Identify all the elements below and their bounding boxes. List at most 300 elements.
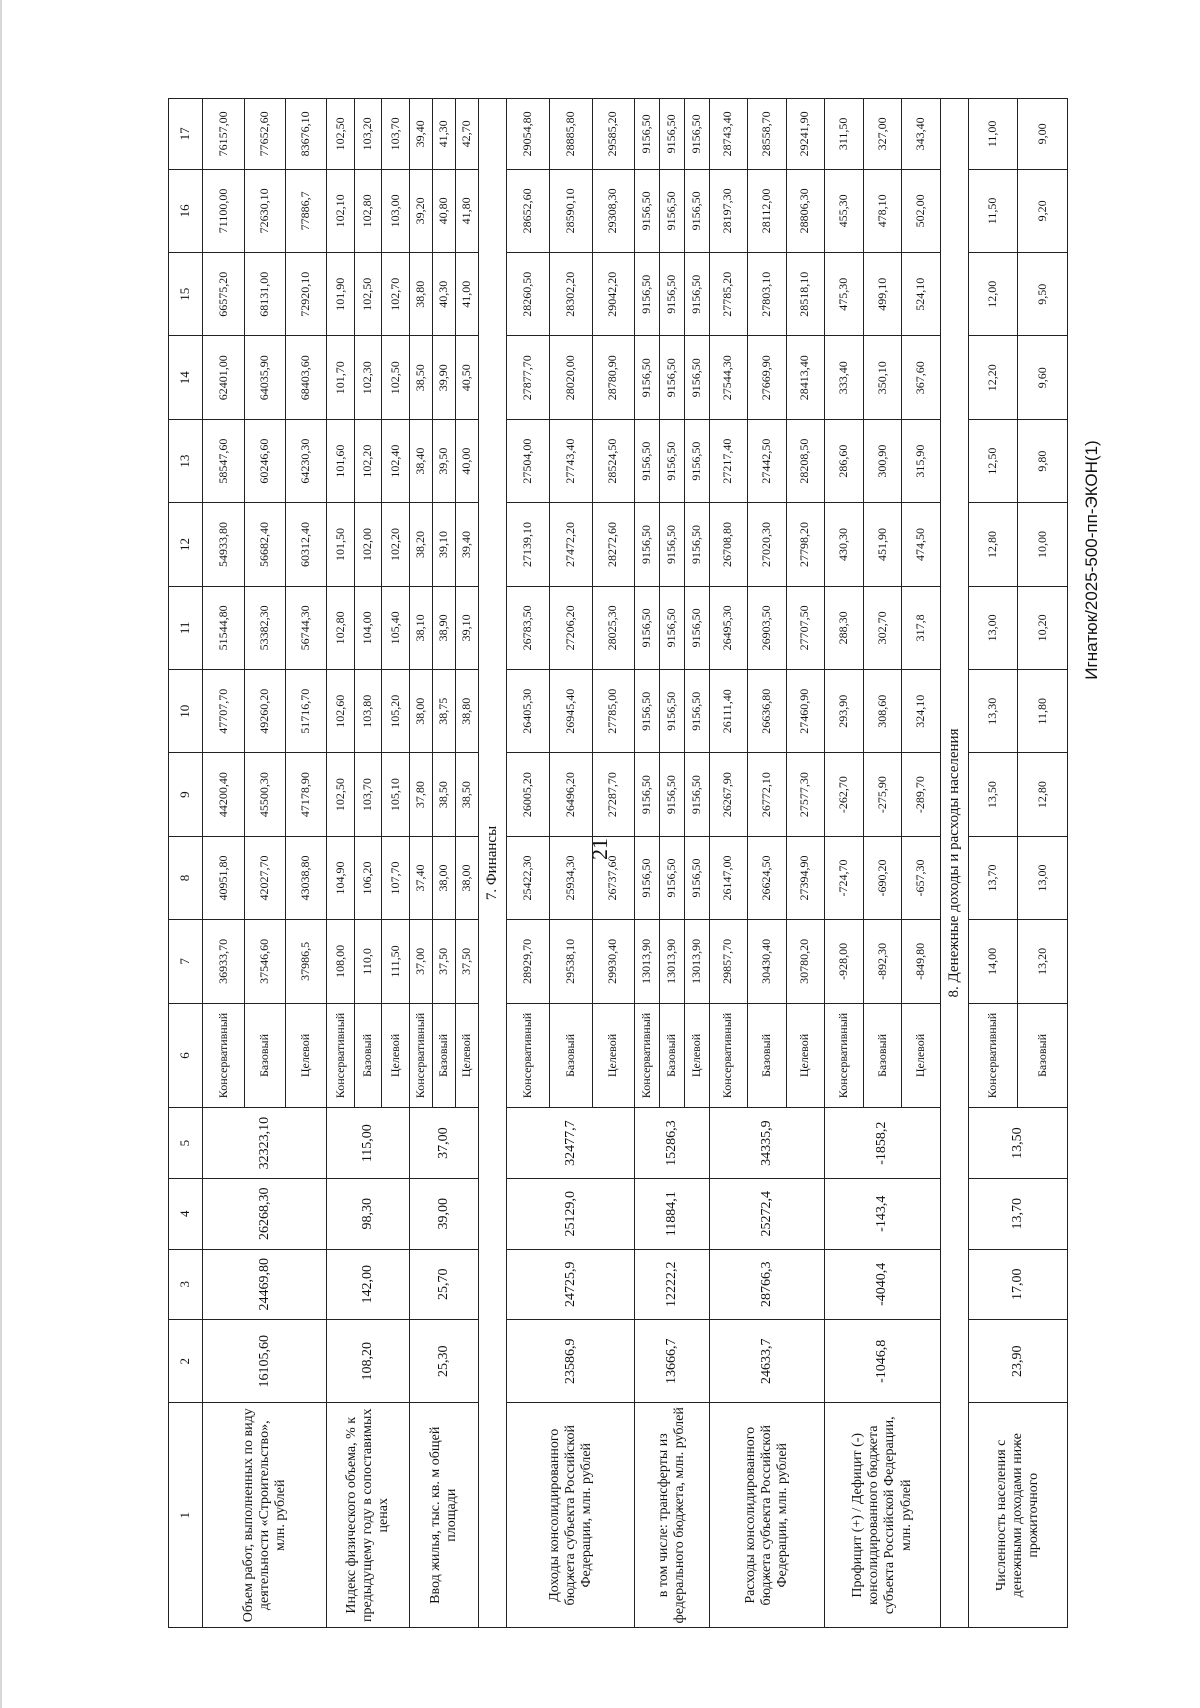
value-cell: 76157,00	[203, 99, 244, 170]
value-cell: 102,20	[354, 419, 382, 502]
value-cell: 28558,70	[748, 99, 787, 170]
table-row	[409, 99, 432, 1628]
value-cell: 108,00	[327, 920, 355, 1003]
value-cell: 9156,50	[659, 670, 684, 753]
table-row	[203, 99, 244, 1628]
table-row	[825, 99, 864, 1628]
value-cell: 324,10	[902, 670, 941, 753]
value-cell: 37986,5	[286, 920, 327, 1003]
value-cell: 28780,90	[592, 336, 635, 419]
indicator-name: Индекс физического объема, % к предыдущему году в сопоставимых ценах	[327, 1403, 410, 1628]
value-cell: -724,70	[825, 836, 864, 919]
value-cell: -289,70	[902, 753, 941, 836]
value-cell: 38,50	[456, 753, 479, 836]
column-number: 17	[169, 99, 203, 170]
value-cell: 12,20	[968, 336, 1018, 419]
value-cell: 58547,60	[203, 419, 244, 502]
value-cell: 9156,50	[684, 503, 709, 586]
value-cell: 11,50	[968, 169, 1018, 252]
value-cell: 26903,50	[748, 586, 787, 669]
scenario-label: Целевой	[456, 1003, 479, 1108]
value-cell: 38,10	[409, 586, 432, 669]
scenario-label: Базовый	[863, 1003, 902, 1108]
value-cell: 17,00	[968, 1249, 1067, 1320]
value-cell: 9156,50	[684, 753, 709, 836]
scenario-label: Консервативный	[635, 1003, 660, 1108]
value-cell: 102,80	[354, 169, 382, 252]
column-number: 15	[169, 253, 203, 336]
scenario-label: Базовый	[748, 1003, 787, 1108]
value-cell: 315,90	[902, 419, 941, 502]
scenario-label: Консервативный	[709, 1003, 748, 1108]
rotated-table-wrapper	[168, 98, 1068, 1628]
value-cell: 101,50	[327, 503, 355, 586]
value-cell: 110,0	[354, 920, 382, 1003]
value-cell: 26147,00	[709, 836, 748, 919]
value-cell: 51716,70	[286, 670, 327, 753]
scenario-label: Консервативный	[507, 1003, 550, 1108]
column-number: 16	[169, 169, 203, 252]
value-cell: 39,40	[456, 503, 479, 586]
scenario-label: Базовый	[1018, 1003, 1068, 1108]
value-cell: 27504,00	[507, 419, 550, 502]
value-cell: 12,80	[968, 503, 1018, 586]
column-number: 10	[169, 670, 203, 753]
value-cell: 455,30	[825, 169, 864, 252]
value-cell: 26636,80	[748, 670, 787, 753]
value-cell: 25,30	[409, 1320, 478, 1403]
value-cell: 102,40	[382, 419, 410, 502]
value-cell: 27544,30	[709, 336, 748, 419]
value-cell: 40,30	[433, 253, 456, 336]
column-number: 6	[169, 1003, 203, 1108]
value-cell: 115,00	[327, 1108, 410, 1179]
value-cell: 9156,50	[635, 670, 660, 753]
indicator-name: Расходы консолидированного бюджета субъекта Российской Федерации, млн. рублей	[709, 1403, 825, 1628]
value-cell: 39,90	[433, 336, 456, 419]
value-cell: 26624,50	[748, 836, 787, 919]
value-cell: 29241,90	[786, 99, 825, 170]
value-cell: 11,80	[1018, 670, 1068, 753]
section-row	[940, 99, 968, 1628]
value-cell: 286,60	[825, 419, 864, 502]
value-cell: 9,20	[1018, 169, 1068, 252]
column-number: 8	[169, 836, 203, 919]
value-cell: -928,00	[825, 920, 864, 1003]
value-cell: 142,00	[327, 1249, 410, 1320]
value-cell: 41,00	[456, 253, 479, 336]
indicator-name: Профицит (+) / Дефицит (-) консолидированного бюджета субъекта Российской Федерации, млн. рублей	[825, 1403, 941, 1628]
value-cell: 38,20	[409, 503, 432, 586]
value-cell: 27139,10	[507, 503, 550, 586]
value-cell: 102,50	[327, 99, 355, 170]
value-cell: 9,00	[1018, 99, 1068, 170]
value-cell: -657,30	[902, 836, 941, 919]
scenario-label: Целевой	[592, 1003, 635, 1108]
scenario-label: Целевой	[786, 1003, 825, 1108]
value-cell: 27287,70	[592, 753, 635, 836]
value-cell: 28272,60	[592, 503, 635, 586]
value-cell: 105,40	[382, 586, 410, 669]
value-cell: 60246,60	[244, 419, 285, 502]
value-cell: 24725,9	[507, 1249, 635, 1320]
value-cell: 350,10	[863, 336, 902, 419]
value-cell: 27460,90	[786, 670, 825, 753]
value-cell: 12,50	[968, 419, 1018, 502]
value-cell: 327,00	[863, 99, 902, 170]
value-cell: 9156,50	[659, 586, 684, 669]
value-cell: 27707,50	[786, 586, 825, 669]
value-cell: 308,60	[863, 670, 902, 753]
value-cell: 34335,9	[709, 1108, 825, 1179]
value-cell: 499,10	[863, 253, 902, 336]
value-cell: 53382,30	[244, 586, 285, 669]
value-cell: 24469,80	[203, 1249, 327, 1320]
value-cell: 13013,90	[635, 920, 660, 1003]
value-cell: 56682,40	[244, 503, 285, 586]
value-cell: 45500,30	[244, 753, 285, 836]
section-title: 8. Денежные доходы и расходы населения	[940, 99, 968, 1628]
value-cell: 103,70	[354, 753, 382, 836]
value-cell: 26267,90	[709, 753, 748, 836]
value-cell: -275,90	[863, 753, 902, 836]
value-cell: 29930,40	[592, 920, 635, 1003]
column-number: 5	[169, 1108, 203, 1179]
value-cell: 25129,0	[507, 1178, 635, 1249]
scenario-label: Базовый	[433, 1003, 456, 1108]
value-cell: 102,10	[327, 169, 355, 252]
table-row	[507, 99, 550, 1628]
value-cell: 29054,80	[507, 99, 550, 170]
value-cell: 37,00	[409, 920, 432, 1003]
value-cell: -849,80	[902, 920, 941, 1003]
column-number: 3	[169, 1249, 203, 1320]
value-cell: 77652,60	[244, 99, 285, 170]
value-cell: 9156,50	[684, 253, 709, 336]
value-cell: 13013,90	[659, 920, 684, 1003]
value-cell: -1046,8	[825, 1320, 941, 1403]
value-cell: 27472,20	[549, 503, 592, 586]
table-row	[327, 99, 355, 1628]
value-cell: 9156,50	[635, 836, 660, 919]
value-cell: 28020,00	[549, 336, 592, 419]
value-cell: 101,60	[327, 419, 355, 502]
value-cell: 9,50	[1018, 253, 1068, 336]
value-cell: 12,80	[1018, 753, 1068, 836]
value-cell: 502,00	[902, 169, 941, 252]
value-cell: 451,90	[863, 503, 902, 586]
value-cell: 24633,7	[709, 1320, 825, 1403]
value-cell: -690,20	[863, 836, 902, 919]
value-cell: 9156,50	[659, 753, 684, 836]
value-cell: 28413,40	[786, 336, 825, 419]
value-cell: 38,75	[433, 670, 456, 753]
value-cell: 28806,30	[786, 169, 825, 252]
value-cell: 103,70	[382, 99, 410, 170]
value-cell: 288,30	[825, 586, 864, 669]
value-cell: 102,50	[382, 336, 410, 419]
value-cell: 107,70	[382, 836, 410, 919]
value-cell: 27394,90	[786, 836, 825, 919]
value-cell: 26111,40	[709, 670, 748, 753]
value-cell: 38,00	[409, 670, 432, 753]
value-cell: 26772,10	[748, 753, 787, 836]
value-cell: 32323,10	[203, 1108, 327, 1179]
value-cell: 27577,30	[786, 753, 825, 836]
value-cell: 40951,80	[203, 836, 244, 919]
value-cell: 106,20	[354, 836, 382, 919]
value-cell: -262,70	[825, 753, 864, 836]
value-cell: 13,70	[968, 1178, 1067, 1249]
value-cell: 474,50	[902, 503, 941, 586]
value-cell: 9156,50	[659, 99, 684, 170]
value-cell: 30780,20	[786, 920, 825, 1003]
value-cell: 29308,30	[592, 169, 635, 252]
value-cell: 27669,90	[748, 336, 787, 419]
value-cell: 28885,80	[549, 99, 592, 170]
scenario-label: Консервативный	[203, 1003, 244, 1108]
value-cell: 300,90	[863, 419, 902, 502]
value-cell: 293,90	[825, 670, 864, 753]
value-cell: 9156,50	[635, 753, 660, 836]
value-cell: 47707,70	[203, 670, 244, 753]
value-cell: 27798,20	[786, 503, 825, 586]
value-cell: 15286,3	[635, 1108, 709, 1179]
value-cell: 26496,20	[549, 753, 592, 836]
value-cell: 28929,70	[507, 920, 550, 1003]
value-cell: 367,60	[902, 336, 941, 419]
table-row	[709, 99, 748, 1628]
value-cell: 27877,70	[507, 336, 550, 419]
column-number: 11	[169, 586, 203, 669]
value-cell: 39,40	[409, 99, 432, 170]
value-cell: 9156,50	[659, 253, 684, 336]
scenario-label: Базовый	[659, 1003, 684, 1108]
value-cell: 104,00	[354, 586, 382, 669]
value-cell: 311,50	[825, 99, 864, 170]
value-cell: 27206,20	[549, 586, 592, 669]
value-cell: 38,40	[409, 419, 432, 502]
value-cell: 28518,10	[786, 253, 825, 336]
value-cell: 98,30	[327, 1178, 410, 1249]
value-cell: 64230,30	[286, 419, 327, 502]
value-cell: 13,70	[968, 836, 1018, 919]
scenario-label: Консервативный	[327, 1003, 355, 1108]
value-cell: 9156,50	[659, 419, 684, 502]
value-cell: 103,00	[382, 169, 410, 252]
value-cell: 39,20	[409, 169, 432, 252]
value-cell: 102,80	[327, 586, 355, 669]
value-cell: 39,10	[433, 503, 456, 586]
value-cell: 9156,50	[635, 169, 660, 252]
value-cell: 40,00	[456, 419, 479, 502]
value-cell: 10,20	[1018, 586, 1068, 669]
value-cell: 25,70	[409, 1249, 478, 1320]
value-cell: 10,00	[1018, 503, 1068, 586]
value-cell: 68403,60	[286, 336, 327, 419]
value-cell: 28197,30	[709, 169, 748, 252]
section-row	[479, 99, 507, 1628]
value-cell: 430,30	[825, 503, 864, 586]
value-cell: 37,50	[433, 920, 456, 1003]
value-cell: 40,50	[456, 336, 479, 419]
value-cell: 37,00	[409, 1108, 478, 1179]
value-cell: 103,80	[354, 670, 382, 753]
value-cell: 27020,30	[748, 503, 787, 586]
value-cell: 29538,10	[549, 920, 592, 1003]
value-cell: 524,10	[902, 253, 941, 336]
value-cell: 28524,50	[592, 419, 635, 502]
scenario-label: Целевой	[684, 1003, 709, 1108]
value-cell: 28025,30	[592, 586, 635, 669]
value-cell: 32477,7	[507, 1108, 635, 1179]
indicator-name: в том числе: трансферты из федерального бюджета, млн. рублей	[635, 1403, 709, 1628]
value-cell: 317,8	[902, 586, 941, 669]
value-cell: 9156,50	[684, 586, 709, 669]
value-cell: 102,20	[382, 503, 410, 586]
value-cell: 27217,40	[709, 419, 748, 502]
value-cell: 14,00	[968, 920, 1018, 1003]
column-number: 14	[169, 336, 203, 419]
value-cell: 104,90	[327, 836, 355, 919]
table-row	[968, 99, 1018, 1628]
value-cell: 16105,60	[203, 1320, 327, 1403]
value-cell: 102,30	[354, 336, 382, 419]
value-cell: 333,40	[825, 336, 864, 419]
value-cell: 102,70	[382, 253, 410, 336]
value-cell: 39,00	[409, 1178, 478, 1249]
value-cell: 83676,10	[286, 99, 327, 170]
value-cell: 302,70	[863, 586, 902, 669]
column-number: 2	[169, 1320, 203, 1403]
value-cell: 26708,80	[709, 503, 748, 586]
indicator-name: Ввод жилья, тыс. кв. м общей площади	[409, 1403, 478, 1628]
value-cell: 71100,00	[203, 169, 244, 252]
value-cell: 28766,3	[709, 1249, 825, 1320]
value-cell: 56744,30	[286, 586, 327, 669]
value-cell: 9156,50	[684, 836, 709, 919]
value-cell: 27785,00	[592, 670, 635, 753]
column-number: 13	[169, 419, 203, 502]
value-cell: 9156,50	[659, 336, 684, 419]
value-cell: 42,70	[456, 99, 479, 170]
value-cell: 9156,50	[635, 336, 660, 419]
value-cell: 9156,50	[635, 503, 660, 586]
value-cell: 26495,30	[709, 586, 748, 669]
value-cell: 38,80	[456, 670, 479, 753]
value-cell: 9,80	[1018, 419, 1068, 502]
scenario-label: Целевой	[382, 1003, 410, 1108]
value-cell: 28302,20	[549, 253, 592, 336]
value-cell: 47178,90	[286, 753, 327, 836]
value-cell: 62401,00	[203, 336, 244, 419]
value-cell: 101,70	[327, 336, 355, 419]
value-cell: 12,00	[968, 253, 1018, 336]
value-cell: 102,50	[354, 253, 382, 336]
value-cell: 25422,30	[507, 836, 550, 919]
value-cell: 38,00	[456, 836, 479, 919]
value-cell: 27803,10	[748, 253, 787, 336]
scenario-label: Консервативный	[825, 1003, 864, 1108]
value-cell: -892,30	[863, 920, 902, 1003]
value-cell: 9156,50	[659, 169, 684, 252]
value-cell: 9156,50	[635, 586, 660, 669]
value-cell: 102,00	[354, 503, 382, 586]
value-cell: 72920,10	[286, 253, 327, 336]
value-cell: 41,80	[456, 169, 479, 252]
value-cell: 105,20	[382, 670, 410, 753]
value-cell: 475,30	[825, 253, 864, 336]
value-cell: 39,50	[433, 419, 456, 502]
value-cell: -4040,4	[825, 1249, 941, 1320]
value-cell: 38,50	[433, 753, 456, 836]
value-cell: 9156,50	[659, 503, 684, 586]
value-cell: 103,20	[354, 99, 382, 170]
value-cell: 23,90	[968, 1320, 1067, 1403]
value-cell: 36933,70	[203, 920, 244, 1003]
column-number: 7	[169, 920, 203, 1003]
value-cell: 28112,00	[748, 169, 787, 252]
value-cell: 38,80	[409, 253, 432, 336]
value-cell: 37,40	[409, 836, 432, 919]
value-cell: 42027,70	[244, 836, 285, 919]
value-cell: 13,30	[968, 670, 1018, 753]
value-cell: 25272,4	[709, 1178, 825, 1249]
value-cell: 101,90	[327, 253, 355, 336]
value-cell: 51544,80	[203, 586, 244, 669]
scenario-label: Базовый	[244, 1003, 285, 1108]
value-cell: 111,50	[382, 920, 410, 1003]
column-number: 12	[169, 503, 203, 586]
value-cell: 43038,80	[286, 836, 327, 919]
value-cell: 40,80	[433, 169, 456, 252]
value-cell: 102,50	[327, 753, 355, 836]
value-cell: 13666,7	[635, 1320, 709, 1403]
value-cell: 37,50	[456, 920, 479, 1003]
forecast-table	[168, 98, 1068, 1628]
value-cell: 102,60	[327, 670, 355, 753]
value-cell: 343,40	[902, 99, 941, 170]
value-cell: 30430,40	[748, 920, 787, 1003]
value-cell: 13,50	[968, 1108, 1067, 1179]
value-cell: 9156,50	[684, 419, 709, 502]
value-cell: 26945,40	[549, 670, 592, 753]
value-cell: 11884,1	[635, 1178, 709, 1249]
column-number: 4	[169, 1178, 203, 1249]
value-cell: 105,10	[382, 753, 410, 836]
value-cell: 9156,50	[635, 419, 660, 502]
value-cell: 9156,50	[635, 99, 660, 170]
value-cell: 11,00	[968, 99, 1018, 170]
value-cell: 27785,20	[709, 253, 748, 336]
value-cell: 77886,7	[286, 169, 327, 252]
value-cell: 54933,80	[203, 503, 244, 586]
value-cell: 38,90	[433, 586, 456, 669]
scenario-label: Базовый	[549, 1003, 592, 1108]
value-cell: 13,00	[1018, 836, 1068, 919]
value-cell: 64035,90	[244, 336, 285, 419]
value-cell: 26005,20	[507, 753, 550, 836]
value-cell: 26405,30	[507, 670, 550, 753]
value-cell: 26268,30	[203, 1178, 327, 1249]
value-cell: 108,20	[327, 1320, 410, 1403]
scan-edge	[0, 0, 2, 1708]
document-code: Игнатюк/2025-500-пп-ЭКОН(1)	[1082, 440, 1101, 680]
value-cell: 27743,40	[549, 419, 592, 502]
value-cell: 29857,70	[709, 920, 748, 1003]
value-cell: 26783,50	[507, 586, 550, 669]
value-cell: 29042,20	[592, 253, 635, 336]
